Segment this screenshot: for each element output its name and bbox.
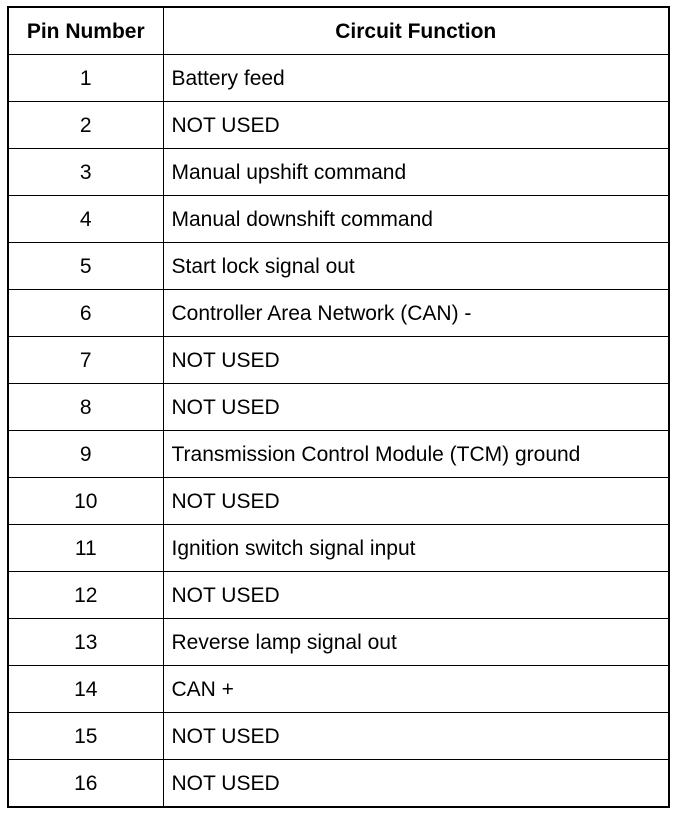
pin-number-cell: 4 [8, 196, 163, 243]
circuit-function-cell: Ignition switch signal input [163, 525, 669, 572]
pin-number-cell: 14 [8, 666, 163, 713]
circuit-function-cell: Reverse lamp signal out [163, 619, 669, 666]
table-row [8, 196, 669, 243]
pin-number-cell: 6 [8, 290, 163, 337]
pin-number-cell: 2 [8, 102, 163, 149]
pin-number-cell: 8 [8, 384, 163, 431]
table-body [8, 55, 669, 808]
table-row [8, 760, 669, 808]
pin-number-cell: 11 [8, 525, 163, 572]
circuit-function-cell: NOT USED [163, 713, 669, 760]
header-circuit-function: Circuit Function [163, 7, 669, 55]
circuit-function-cell: Transmission Control Module (TCM) ground [163, 431, 669, 478]
circuit-function-cell: Battery feed [163, 55, 669, 102]
pin-number-cell: 13 [8, 619, 163, 666]
circuit-function-cell: Manual upshift command [163, 149, 669, 196]
circuit-function-cell: Start lock signal out [163, 243, 669, 290]
header-pin-number: Pin Number [8, 7, 163, 55]
table-row [8, 243, 669, 290]
table-row [8, 102, 669, 149]
circuit-function-cell: NOT USED [163, 337, 669, 384]
table-row [8, 431, 669, 478]
table-row [8, 478, 669, 525]
pin-number-cell: 3 [8, 149, 163, 196]
table-row [8, 384, 669, 431]
table-row [8, 572, 669, 619]
pin-number-cell: 12 [8, 572, 163, 619]
circuit-function-cell: Controller Area Network (CAN) - [163, 290, 669, 337]
pin-number-cell: 10 [8, 478, 163, 525]
pin-number-cell: 5 [8, 243, 163, 290]
table-row [8, 290, 669, 337]
table-row [8, 337, 669, 384]
table-row [8, 619, 669, 666]
table-row [8, 525, 669, 572]
table-header [8, 7, 669, 55]
circuit-function-cell: Manual downshift command [163, 196, 669, 243]
table-row [8, 666, 669, 713]
pin-number-cell: 7 [8, 337, 163, 384]
circuit-function-cell: NOT USED [163, 478, 669, 525]
pin-function-table [7, 6, 670, 808]
table-row [8, 713, 669, 760]
header-row [8, 7, 669, 55]
circuit-function-cell: NOT USED [163, 384, 669, 431]
circuit-function-cell: NOT USED [163, 102, 669, 149]
pin-number-cell: 1 [8, 55, 163, 102]
pin-number-cell: 9 [8, 431, 163, 478]
table-row [8, 55, 669, 102]
table-row [8, 149, 669, 196]
circuit-function-cell: CAN + [163, 666, 669, 713]
circuit-function-cell: NOT USED [163, 572, 669, 619]
pin-number-cell: 16 [8, 760, 163, 808]
pin-number-cell: 15 [8, 713, 163, 760]
circuit-function-cell: NOT USED [163, 760, 669, 808]
